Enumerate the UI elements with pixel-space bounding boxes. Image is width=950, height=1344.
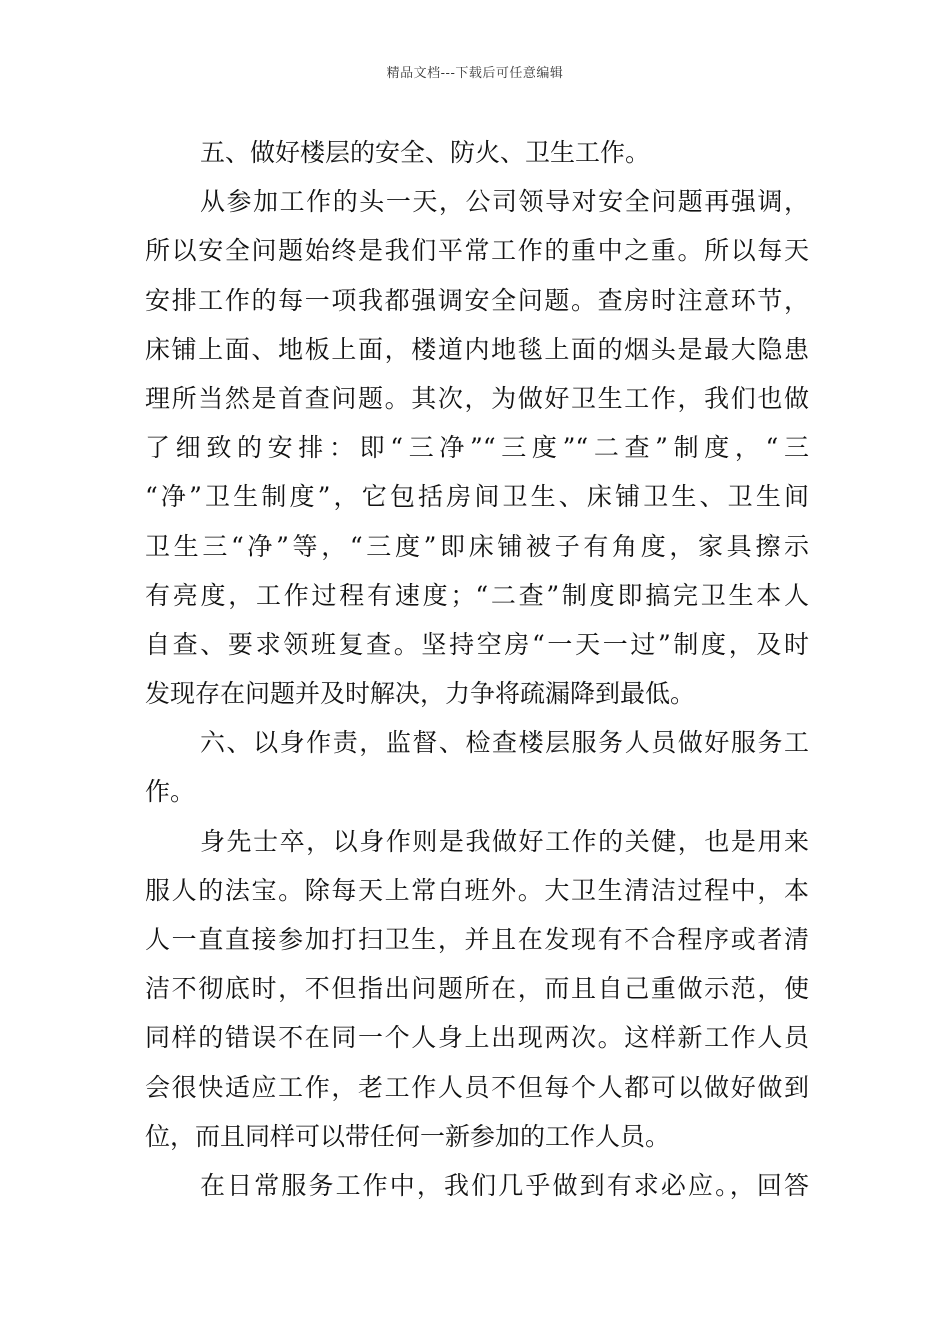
paragraph-line: 从参加工作的头一天，公司领导对安全问题再强调， [200,187,809,217]
section-heading-5: 五、做好楼层的安全、防火、卫生工作。 [200,138,651,167]
paragraph-line: 所以安全问题始终是我们平常工作的重中之重。所以每天 [145,236,809,266]
document-body [145,128,809,1210]
paragraph-line: 洁不彻底时，不但指出问题所在，而且自己重做示范，使 [145,974,809,1004]
paragraph-line: 人一直直接参加打扫卫生，并且在发现有不合程序或者清 [145,925,809,954]
paragraph-line: 服人的法宝。除每天上常白班外。大卫生清洁过程中，本 [145,875,809,905]
paragraph-line: 床铺上面、地板上面，楼道内地毯上面的烟头是最大隐患 [145,334,809,364]
paragraph-line: 身先士卒，以身作则是我做好工作的关健，也是用来 [200,826,809,856]
paragraph-line: 了细致的安排：即“三净”“三度”“二查”制度，“三 [145,433,809,463]
paragraph-line: 同样的错误不在同一个人身上出现两次。这样新工作人员 [145,1023,809,1053]
paragraph-line: 理所当然是首查问题。其次，为做好卫生工作，我们也做 [145,383,809,413]
paragraph-line: 卫生三“净”等，“三度”即床铺被子有角度，家具擦示 [145,531,809,561]
paragraph-line: 有亮度，工作过程有速度；“二查”制度即搞完卫生本人 [145,580,809,610]
paragraph-line: 安排工作的每一项我都强调安全问题。查房时注意环节， [145,285,809,315]
paragraph-line: 发现存在问题并及时解决，力争将疏漏降到最低。 [145,679,696,709]
page-header: 精品文档---下载后可任意编辑 [386,66,564,81]
paragraph-line: 在日常服务工作中，我们几乎做到有求必应。，回答 [200,1170,809,1200]
section-heading-6-end: 作。 [145,777,196,807]
section-heading-6: 六、以身作责，监督、检查楼层服务人员做好服务工 [200,728,809,758]
paragraph-line: 位，而且同样可以带任何一新参加的工作人员。 [145,1121,671,1151]
paragraph-line: 会很快适应工作，老工作人员不但每个人都可以做好做到 [145,1072,809,1102]
paragraph-line: 自查、要求领班复查。坚持空房“一天一过”制度，及时 [145,629,809,659]
paragraph-line: “净”卫生制度”，它包括房间卫生、床铺卫生、卫生间 [145,482,809,512]
